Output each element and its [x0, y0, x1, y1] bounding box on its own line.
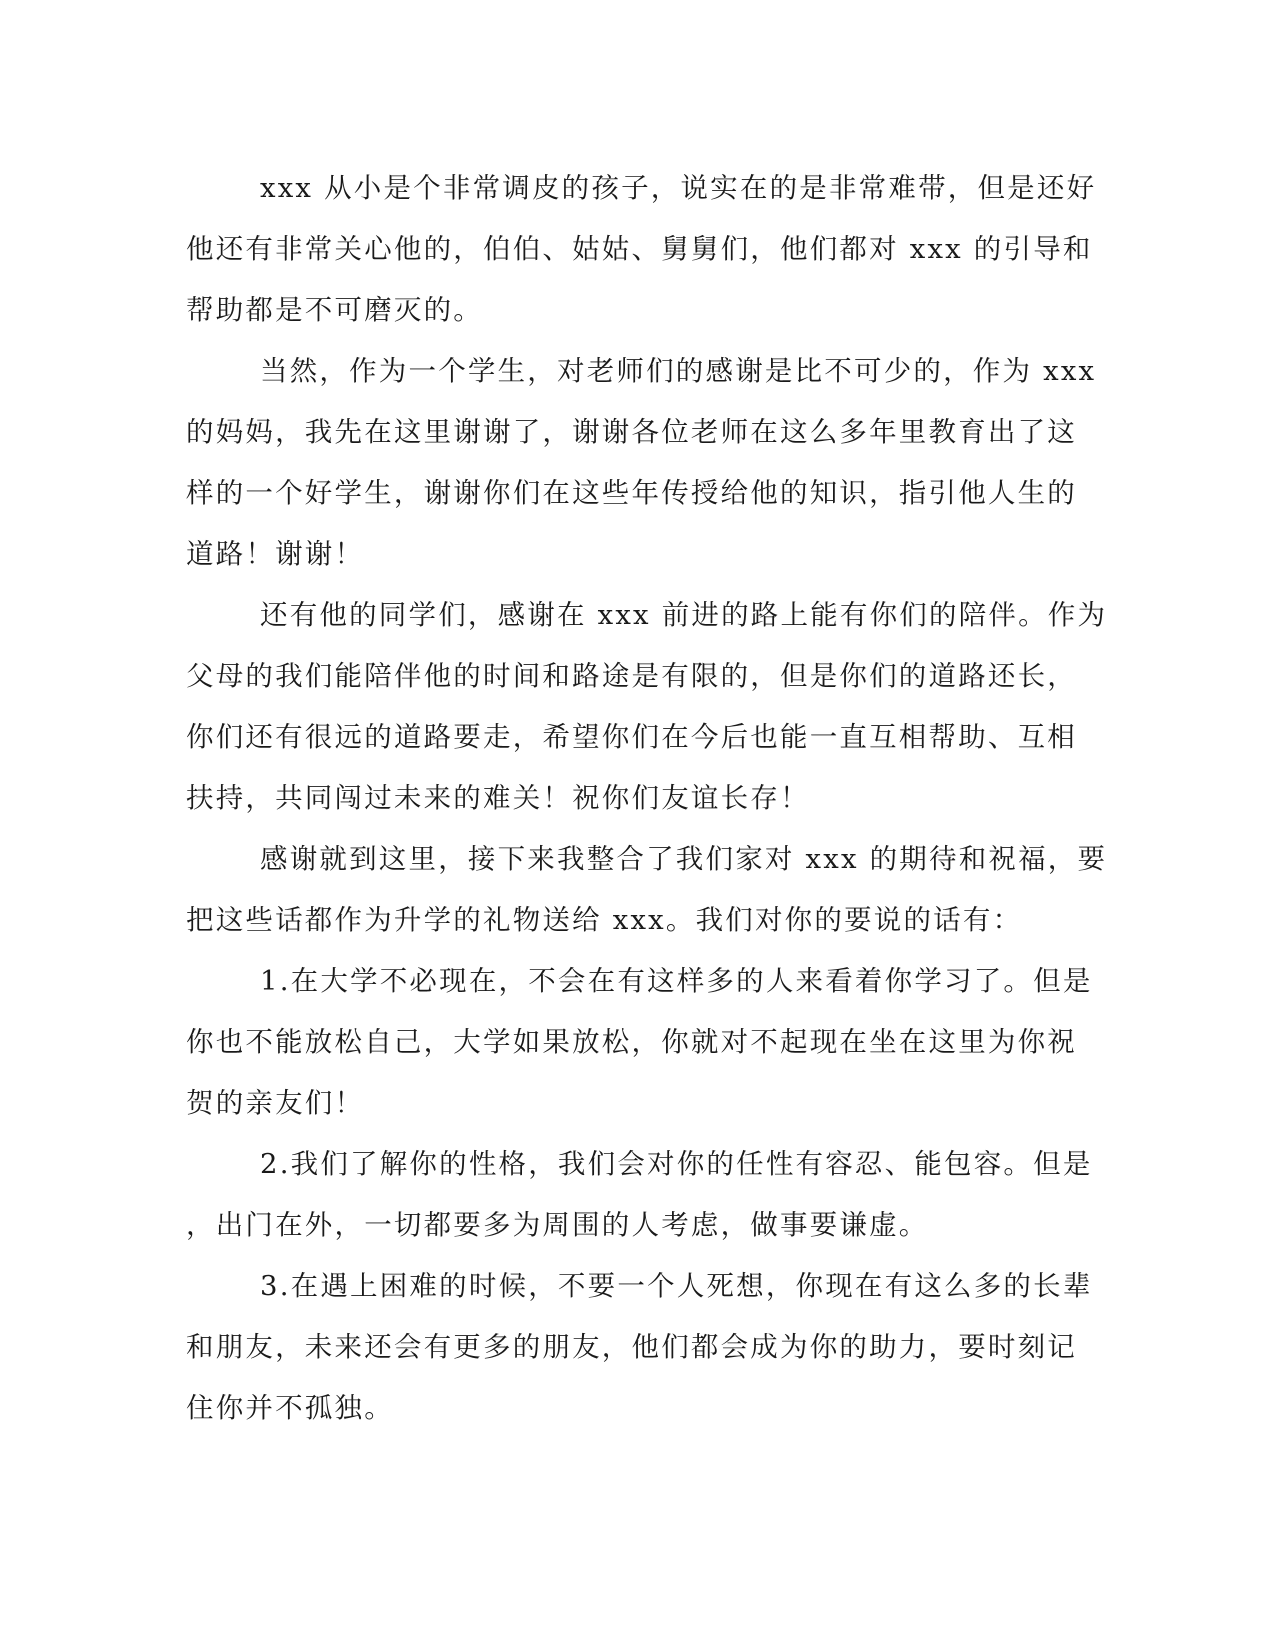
- paragraph-2: [186, 341, 1097, 585]
- text-line: 住你并不孤独。: [186, 1392, 394, 1424]
- text-line: xxx 从小是个非常调皮的孩子，说实在的是非常难带，但是还好: [260, 172, 1097, 204]
- text-line: 你也不能放松自己，大学如果放松，你就对不起现在坐在这里为你祝: [186, 1026, 1077, 1058]
- text-line: 父母的我们能陪伴他的时间和路途是有限的，但是你们的道路还长，: [186, 660, 1077, 692]
- text-line: 他还有非常关心他的，伯伯、姑姑、舅舅们，他们都对 xxx 的引导和: [186, 233, 1093, 265]
- text-line: 3.在遇上困难的时候，不要一个人死想，你现在有这么多的长辈: [260, 1270, 1093, 1302]
- text-line: 道路！谢谢！: [186, 538, 365, 570]
- paragraph-1: [186, 158, 1097, 341]
- text-line: 当然，作为一个学生，对老师们的感谢是比不可少的，作为 xxx: [260, 355, 1097, 387]
- text-line: 样的一个好学生，谢谢你们在这些年传授给他的知识，指引他人生的: [186, 477, 1077, 509]
- text-line: 帮助都是不可磨灭的。: [186, 294, 483, 326]
- paragraph-7: [186, 1256, 1093, 1439]
- paragraph-6: [186, 1134, 1093, 1256]
- text-line: ，出门在外，一切都要多为周围的人考虑，做事要谦虚。: [186, 1209, 929, 1241]
- text-line: 还有他的同学们，感谢在 xxx 前进的路上能有你们的陪伴。作为: [260, 599, 1108, 631]
- text-line: 把这些话都作为升学的礼物送给 xxx。我们对你的要说的话有：: [186, 904, 1023, 936]
- paragraph-4: [186, 829, 1108, 951]
- text-line: 的妈妈，我先在这里谢谢了，谢谢各位老师在这么多年里教育出了这: [186, 416, 1077, 448]
- text-line: 扶持，共同闯过未来的难关！祝你们友谊长存！: [186, 782, 810, 814]
- text-line: 你们还有很远的道路要走，希望你们在今后也能一直互相帮助、互相: [186, 721, 1077, 753]
- paragraph-5: [186, 951, 1093, 1134]
- text-line: 1.在大学不必现在，不会在有这样多的人来看着你学习了。但是: [260, 965, 1093, 997]
- text-line: 贺的亲友们！: [186, 1087, 365, 1119]
- paragraph-3: [186, 585, 1108, 829]
- document-body: [186, 158, 1108, 1439]
- text-line: 感谢就到这里，接下来我整合了我们家对 xxx 的期待和祝福，要: [260, 843, 1108, 875]
- text-line: 和朋友，未来还会有更多的朋友，他们都会成为你的助力，要时刻记: [186, 1331, 1077, 1363]
- text-line: 2.我们了解你的性格，我们会对你的任性有容忍、能包容。但是: [260, 1148, 1093, 1180]
